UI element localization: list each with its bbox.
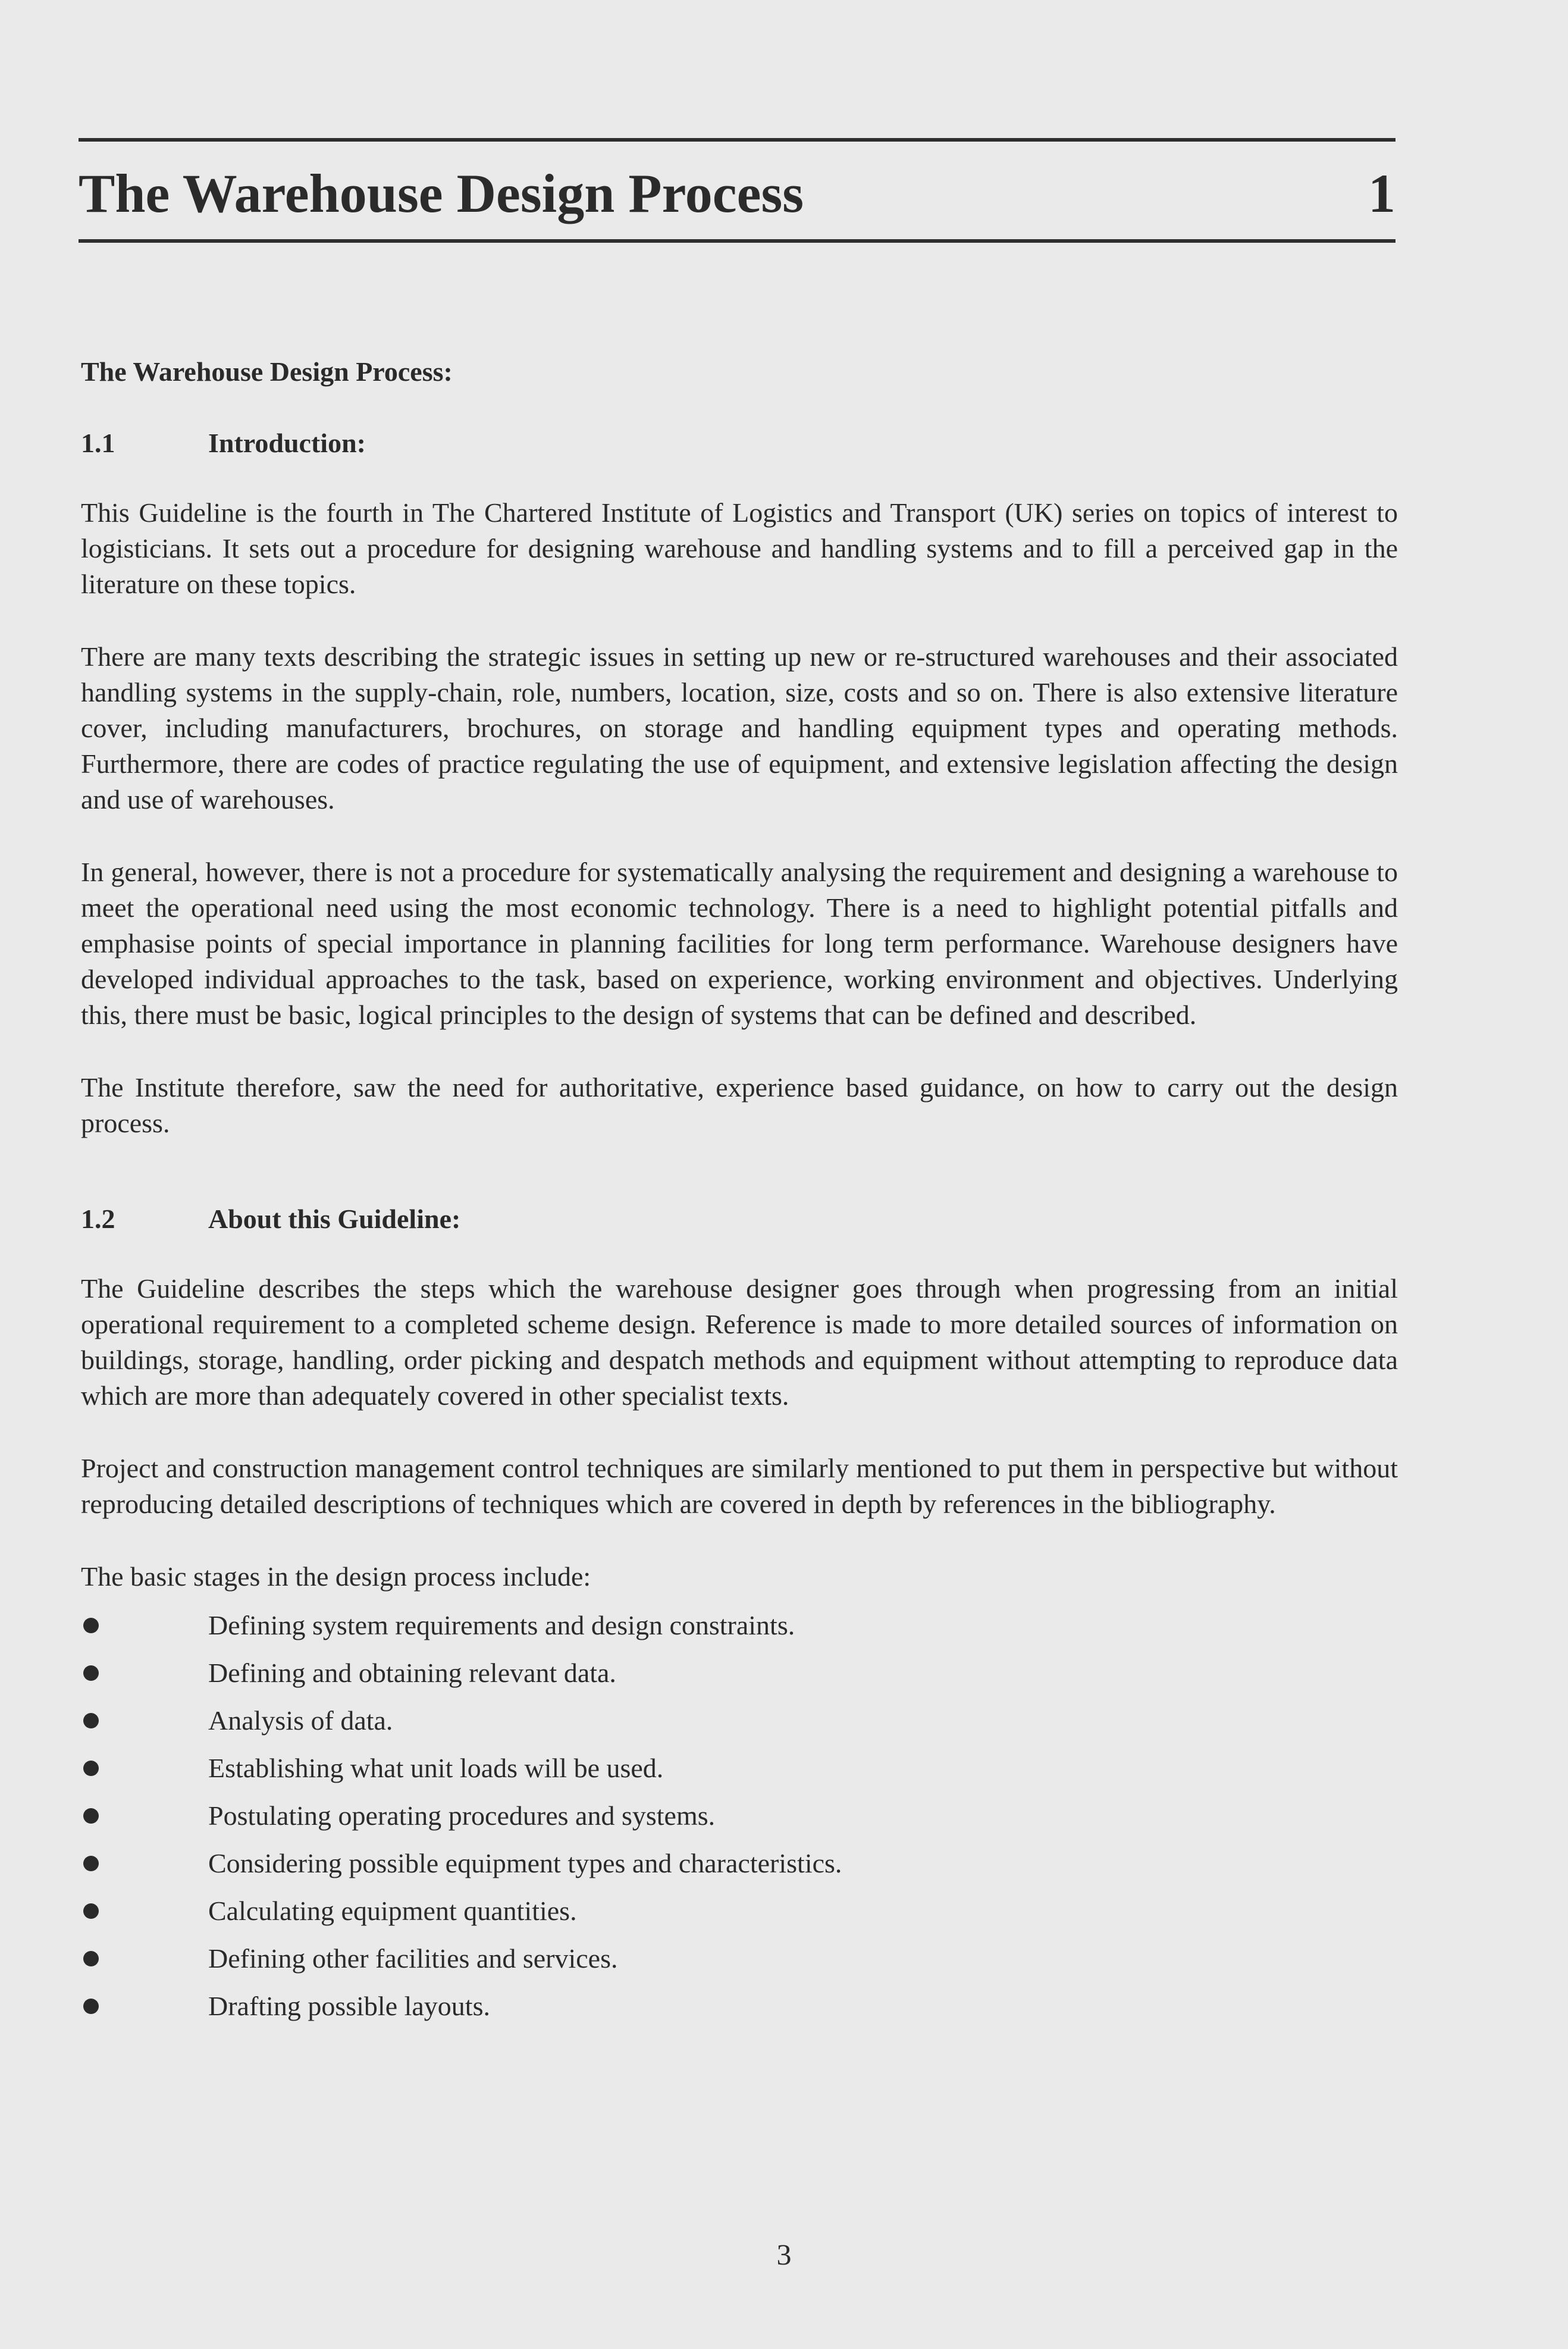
list-item-text: Establishing what unit loads will be used. — [208, 1753, 664, 1783]
paragraph: The Guideline describes the steps which the warehouse designer goes through when progressing from an initial operational requirement to a completed scheme design. Reference is made to more detailed sources of information on buildings, storage, handling, order picking and despatch methods and equipment without attempting to reproduce data which are more than adequately covered in other specialist texts. — [81, 1273, 1398, 1411]
section-heading: The Warehouse Design Process: — [81, 356, 453, 387]
subsection-number: 1.1 — [81, 428, 115, 458]
header-top-rule — [79, 138, 1395, 142]
list-item-text: Defining other facilities and services. — [208, 1943, 618, 1974]
bullet-icon — [83, 1999, 99, 2014]
bullet-icon — [83, 1618, 99, 1633]
list-item — [81, 1697, 1398, 1744]
paragraph: Project and construction management control techniques are similarly mentioned to put them in perspective but without reproducing detailed descriptions of techniques which are covered in depth by references in the bibliography. — [81, 1453, 1398, 1519]
bullet-icon — [83, 1713, 99, 1728]
page-content — [81, 351, 1398, 2030]
bullet-icon — [83, 1808, 99, 1824]
list-item — [81, 1887, 1398, 1935]
list-item-text: Postulating operating procedures and systems. — [208, 1800, 716, 1831]
bullet-icon — [83, 1665, 99, 1681]
design-stages-list — [81, 1602, 1398, 2030]
list-item — [81, 1840, 1398, 1887]
subsection-title: About this Guideline: — [208, 1204, 461, 1234]
list-item-text: Drafting possible layouts. — [208, 1991, 490, 2021]
list-intro: The basic stages in the design process include: — [81, 1561, 591, 1592]
list-item-text: Defining and obtaining relevant data. — [208, 1658, 616, 1688]
header-bottom-rule — [79, 239, 1395, 243]
bullet-icon — [83, 1951, 99, 1966]
chapter-number: 1 — [1368, 163, 1395, 224]
chapter-title: The Warehouse Design Process — [79, 163, 804, 224]
list-item-text: Defining system requirements and design constraints. — [208, 1610, 795, 1640]
list-item — [81, 1602, 1398, 1649]
paragraph: The Institute therefore, saw the need for authoritative, experience based guidance, on how to carry out the design process. — [81, 1072, 1398, 1138]
subsection-heading-1-1 — [81, 422, 1398, 464]
subsection-number: 1.2 — [81, 1204, 115, 1234]
bullet-icon — [83, 1903, 99, 1919]
list-item — [81, 1935, 1398, 1982]
page-number: 3 — [776, 2238, 792, 2271]
subsection-title: Introduction: — [208, 428, 366, 458]
subsection-heading-1-2 — [81, 1198, 1398, 1240]
list-item-text: Calculating equipment quantities. — [208, 1896, 577, 1926]
paragraph: This Guideline is the fourth in The Chartered Institute of Logistics and Transport (UK) series on topics of interest to logisticians. It sets out a procedure for designing warehouse and handling systems and to fill a perceived gap in the literature on these topics. — [81, 497, 1398, 599]
bullet-icon — [83, 1761, 99, 1776]
paragraph: In general, however, there is not a procedure for systematically analysing the requirement and designing a warehouse to meet the operational need using the most economic technology. There is a need to highlight potential pitfalls and emphasise points of special importance in planning facilities for long term performance. Warehouse designers have developed individual approaches to the task, based on experience, working environment and objectives. Underlying this, there must be basic, logical principles to the design of systems that can be defined and described. — [81, 857, 1398, 1030]
paragraph: There are many texts describing the strategic issues in setting up new or re-structured warehouses and their associated handling systems in the supply-chain, role, numbers, location, size, costs and so on. There is also extensive literature cover, including manufacturers, brochures, on storage and handling equipment types and operating methods. Furthermore, there are codes of practice regulating the use of equipment, and extensive legislation affecting the design and use of warehouses. — [81, 641, 1398, 815]
list-item — [81, 1649, 1398, 1697]
list-item — [81, 1744, 1398, 1792]
bullet-icon — [83, 1856, 99, 1871]
list-item — [81, 1792, 1398, 1840]
list-item — [81, 1982, 1398, 2030]
list-item-text: Considering possible equipment types and characteristics. — [208, 1848, 842, 1878]
list-item-text: Analysis of data. — [208, 1705, 393, 1736]
